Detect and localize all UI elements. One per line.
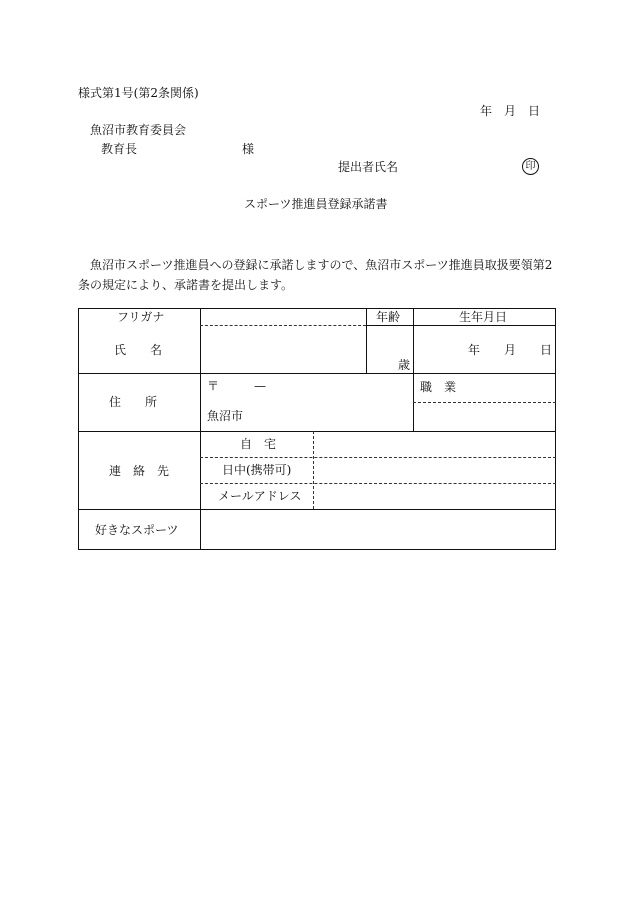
daytime-label: 日中(携帯可) bbox=[222, 463, 292, 477]
table-divider bbox=[78, 373, 556, 374]
home-label: 自 宅 bbox=[240, 437, 277, 451]
table-divider bbox=[200, 483, 556, 484]
table-divider bbox=[313, 431, 314, 509]
table-divider bbox=[366, 325, 556, 326]
addressee-title: 教育長 bbox=[101, 142, 138, 156]
table-divider bbox=[78, 509, 556, 510]
email-label: メールアドレス bbox=[218, 489, 302, 503]
name-label: 氏 名 bbox=[114, 343, 163, 357]
seal-icon: 印 bbox=[522, 158, 539, 175]
table-divider bbox=[413, 308, 414, 431]
contact-label: 連 絡 先 bbox=[109, 464, 170, 478]
address-label: 住 所 bbox=[109, 395, 158, 409]
table-divider bbox=[200, 308, 201, 550]
honorific: 様 bbox=[242, 142, 255, 156]
table-divider bbox=[200, 457, 556, 458]
postal-dash: — bbox=[254, 379, 266, 393]
favorite-sport-label: 好きなスポーツ bbox=[95, 523, 179, 537]
body-paragraph bbox=[78, 255, 558, 295]
form-number: 様式第1号(第2条関係) bbox=[78, 86, 199, 100]
age-label: 年齢 bbox=[376, 310, 401, 324]
postal-mark: 〒 bbox=[207, 379, 220, 393]
birthdate-fields: 年 月 日 bbox=[468, 343, 553, 357]
document-title: スポーツ推進員登録承諾書 bbox=[244, 197, 388, 211]
date-line: 年 月 日 bbox=[480, 104, 541, 118]
submitter-label: 提出者氏名 bbox=[338, 160, 399, 174]
furigana-label: フリガナ bbox=[117, 310, 165, 324]
table-divider bbox=[200, 325, 366, 326]
table-divider bbox=[413, 402, 556, 403]
age-unit: 歳 bbox=[398, 358, 411, 372]
occupation-label: 職 業 bbox=[420, 380, 457, 394]
body-text: 魚沼市スポーツ推進員への登録に承諾しますので、魚沼市スポーツ推進員取扱要領第2条の規定により、承諾書を提出します。 bbox=[78, 258, 553, 292]
table-divider bbox=[366, 308, 367, 373]
city-text: 魚沼市 bbox=[207, 409, 244, 423]
table-divider bbox=[78, 431, 556, 432]
birthdate-label: 生年月日 bbox=[459, 310, 508, 324]
addressee-org: 魚沼市教育委員会 bbox=[90, 123, 187, 137]
